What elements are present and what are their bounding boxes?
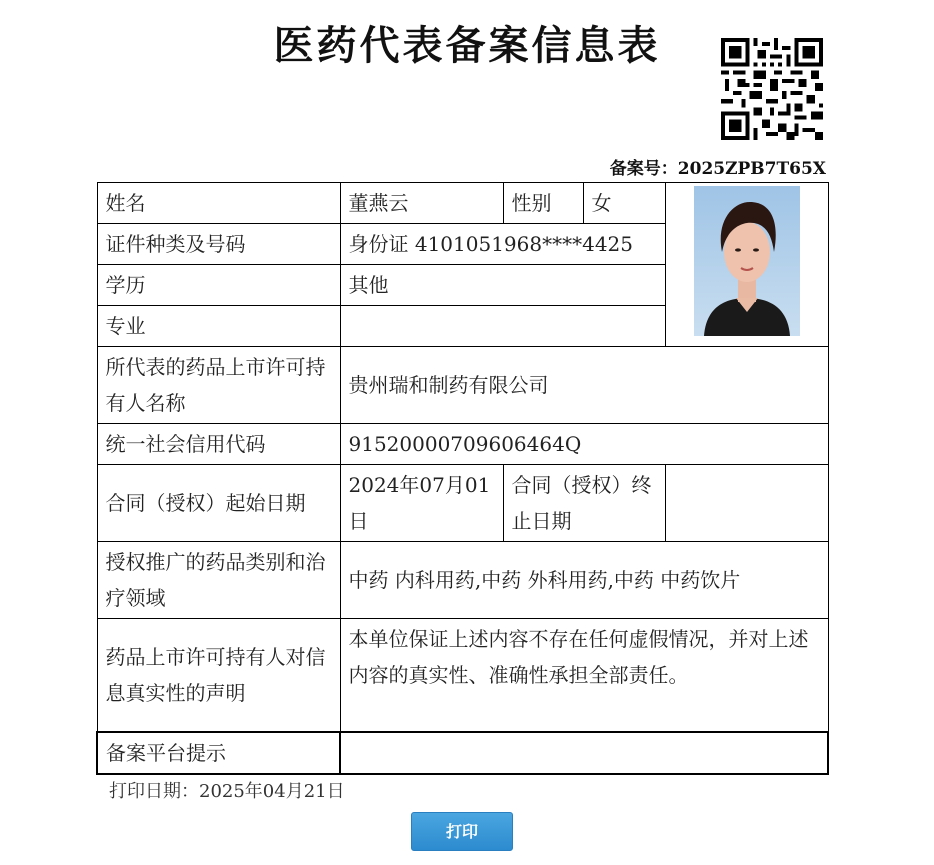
categories-label: 授权推广的药品类别和治疗领域 xyxy=(97,542,340,619)
page-title: 医药代表备案信息表 xyxy=(273,22,661,69)
declaration-label: 药品上市许可持有人对信息真实性的声明 xyxy=(97,619,340,732)
holder-name-value: 贵州瑞和制药有限公司 xyxy=(340,347,828,424)
contract-start-value: 2024年07月01日 xyxy=(340,465,503,542)
credit-code-value: 91520000709606464Q xyxy=(340,424,828,465)
credit-code-label: 统一社会信用代码 xyxy=(97,424,340,465)
print-button[interactable]: 打印 xyxy=(411,812,513,851)
platform-tip-label: 备案平台提示 xyxy=(97,732,340,774)
contract-start-label: 合同（授权）起始日期 xyxy=(97,465,340,542)
photo-cell xyxy=(665,183,828,347)
education-value: 其他 xyxy=(340,265,665,306)
holder-name-label: 所代表的药品上市许可持有人名称 xyxy=(97,347,340,424)
registration-number-label: 备案号： xyxy=(609,159,678,179)
id-value: 身份证 4101051968****4425 xyxy=(340,224,665,265)
name-label: 姓名 xyxy=(97,183,340,224)
categories-value: 中药 内科用药,中药 外科用药,中药 中药饮片 xyxy=(340,542,828,619)
major-label: 专业 xyxy=(97,306,340,347)
declaration-value: 本单位保证上述内容不存在任何虚假情况，并对上述内容的真实性、准确性承担全部责任。 xyxy=(340,619,828,732)
info-table xyxy=(96,182,829,775)
gender-value: 女 xyxy=(583,183,665,224)
education-label: 学历 xyxy=(97,265,340,306)
contract-end-label: 合同（授权）终止日期 xyxy=(503,465,665,542)
name-value: 董燕云 xyxy=(340,183,503,224)
registration-number-value: 2025ZPB7T65X xyxy=(677,159,826,179)
qr-code-icon xyxy=(721,38,823,140)
person-photo xyxy=(694,186,800,336)
gender-label: 性别 xyxy=(503,183,583,224)
print-date: 打印日期：2025年04月21日 xyxy=(109,781,345,802)
registration-number xyxy=(610,154,826,179)
id-label: 证件种类及号码 xyxy=(97,224,340,265)
platform-tip-value xyxy=(340,732,828,774)
contract-end-value xyxy=(665,465,828,542)
major-value xyxy=(340,306,665,347)
